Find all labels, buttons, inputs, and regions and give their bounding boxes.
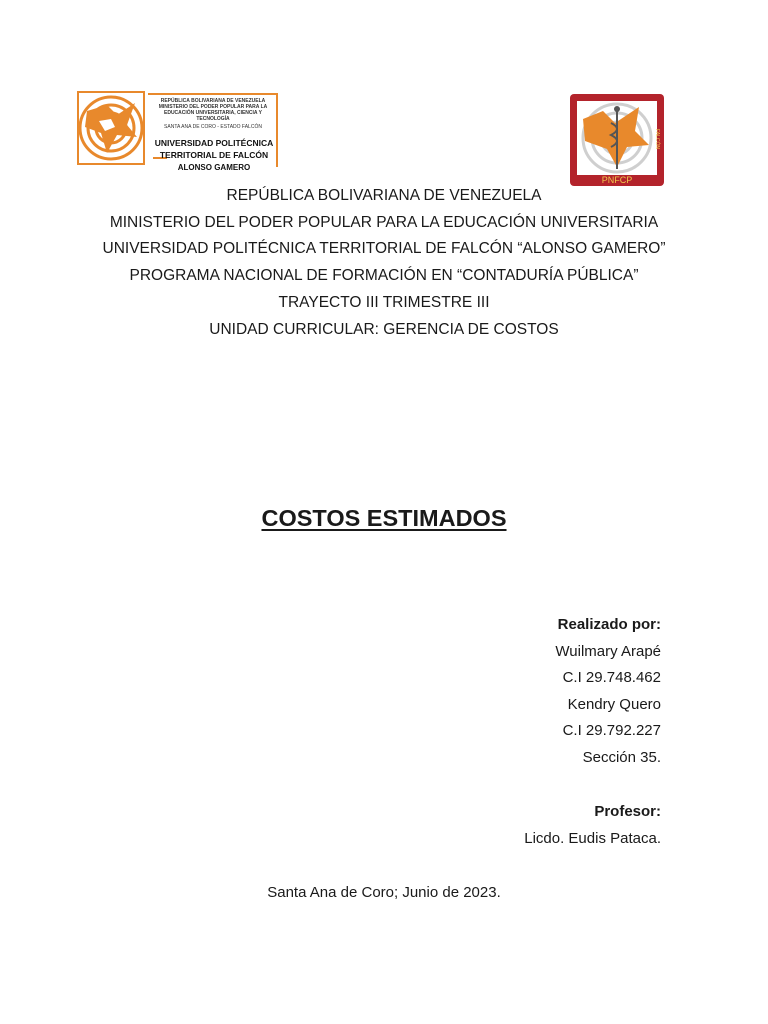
- header-line-ministry: MINISTERIO DEL PODER POPULAR PARA LA EDUCACIÓN UNIVERSITARIA: [109, 214, 659, 231]
- logo-name-line-3: ALONSO GAMERO: [177, 163, 251, 172]
- logo-name-line-2: TERRITORIAL DE FALCÓN: [159, 150, 269, 160]
- logo-small-line-2: MINISTERIO DEL PODER POPULAR PARA LA: [158, 104, 268, 110]
- authors-heading: Realizado por:: [557, 616, 661, 633]
- pnfcp-side-text: FALCÓN: [654, 129, 660, 150]
- header-line-trayecto: TRAYECTO III TRIMESTRE III: [278, 294, 490, 311]
- author-name-2: Kendry Quero: [567, 696, 661, 713]
- place-date: Santa Ana de Coro; Junio de 2023.: [267, 884, 501, 901]
- document-title: COSTOS ESTIMADOS: [261, 505, 507, 531]
- university-logo: [77, 91, 279, 172]
- logo-name-line-1: UNIVERSIDAD POLITÉCNICA: [154, 138, 274, 148]
- header-line-university: UNIVERSIDAD POLITÉCNICA TERRITORIAL DE FALCÓN “ALONSO GAMERO”: [102, 240, 666, 257]
- logo-small-line-3: EDUCACIÓN UNIVERSITARIA, CIENCIA Y TECNOLOGÍA: [164, 110, 262, 122]
- logo-small-line-1: REPÚBLICA BOLIVARIANA DE VENEZUELA: [160, 98, 266, 104]
- author-id-2: C.I 29.792.227: [562, 722, 661, 739]
- section-label: Sección 35.: [582, 749, 661, 766]
- header-line-republic: REPÚBLICA BOLIVARIANA DE VENEZUELA: [226, 187, 542, 204]
- author-name-1: Wuilmary Arapé: [555, 643, 661, 660]
- pnfcp-emblem-icon: [569, 93, 665, 187]
- author-id-1: C.I 29.748.462: [562, 669, 661, 686]
- header-line-unit: UNIDAD CURRICULAR: GERENCIA DE COSTOS: [209, 321, 559, 338]
- logo-small-line-4: SANTA ANA DE CORO - ESTADO FALCÓN: [164, 124, 262, 130]
- professor-name: Licdo. Eudis Pataca.: [524, 830, 661, 847]
- pnfcp-logo: [569, 93, 665, 187]
- professor-heading: Profesor:: [594, 803, 661, 820]
- header-line-program: PROGRAMA NACIONAL DE FORMACIÓN EN “CONTADURÍA PÚBLICA”: [129, 267, 639, 284]
- university-emblem-icon: [77, 91, 145, 165]
- pnfcp-label: PNFCP: [601, 175, 633, 185]
